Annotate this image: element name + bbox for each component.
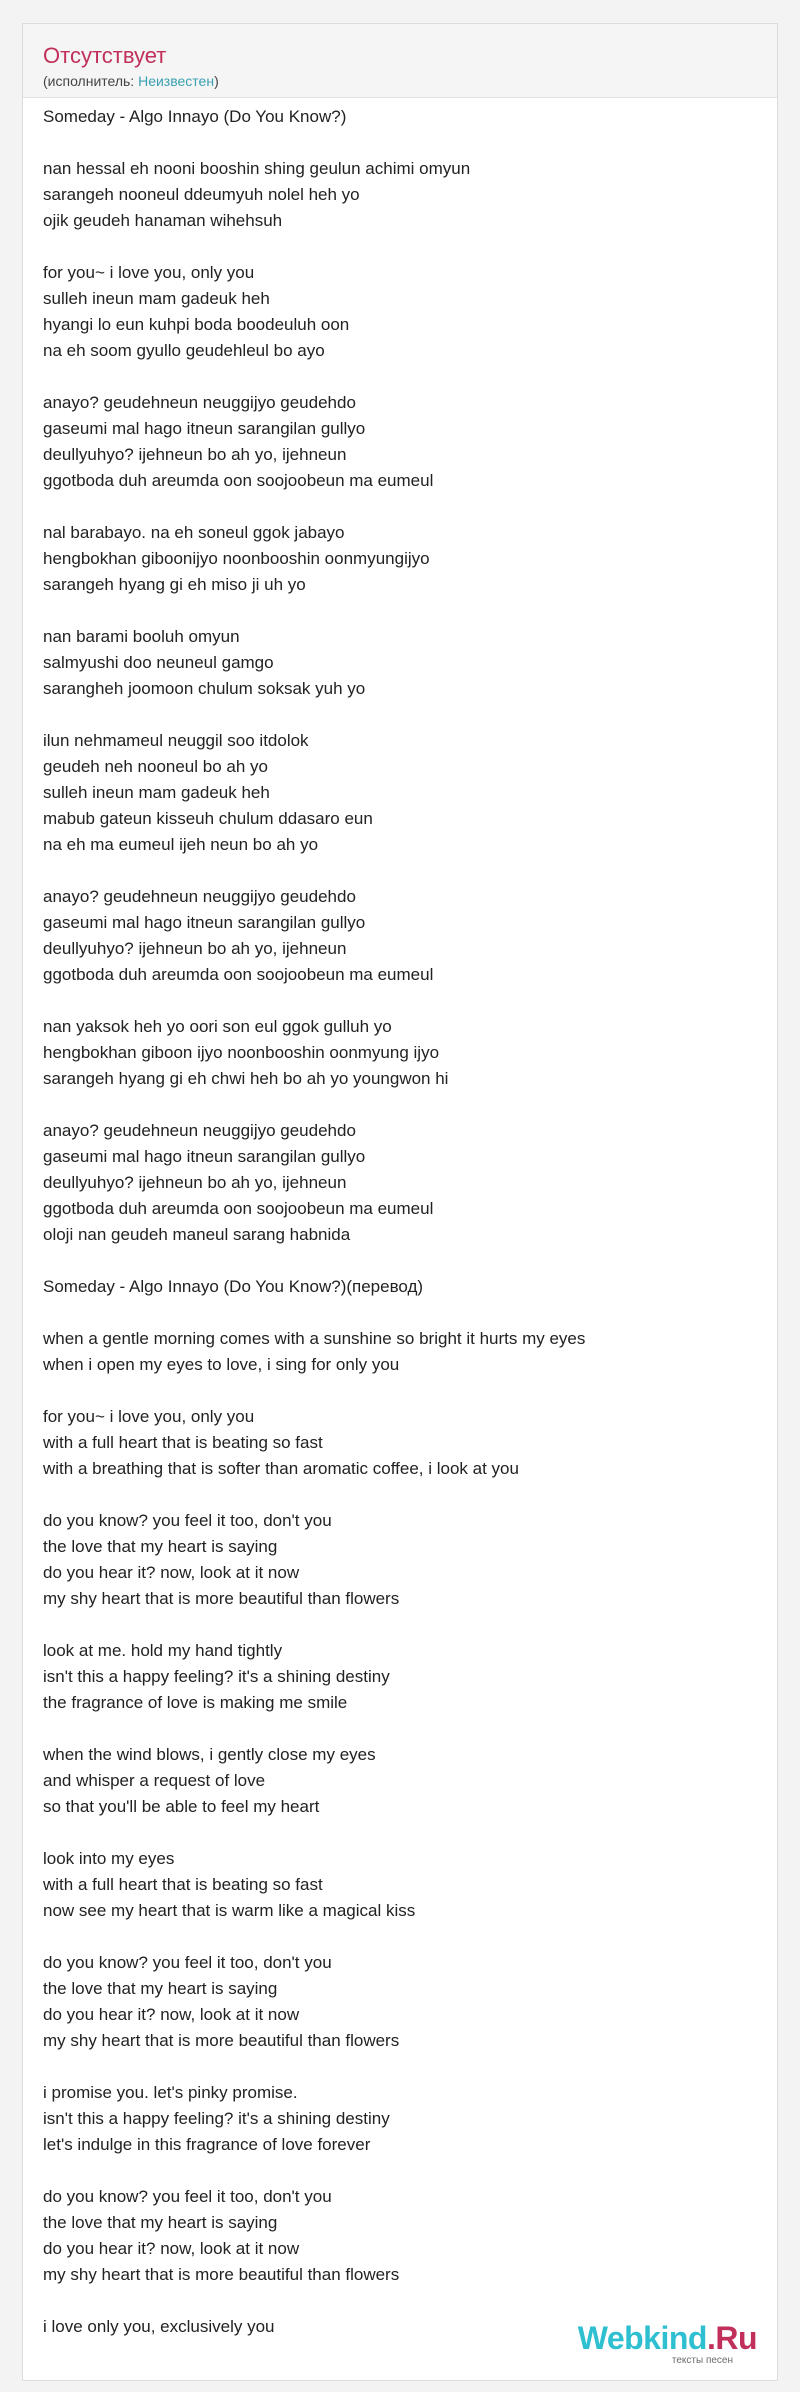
lyrics-line: isn't this a happy feeling? it's a shining destiny — [43, 2109, 390, 2128]
lyrics-blank-line — [43, 1820, 759, 1846]
lyrics-line: do you know? you feel it too, don't you — [43, 2187, 332, 2206]
artist-prefix: (исполнитель: — [43, 73, 139, 89]
lyrics-line: ojik geudeh hanaman wihehsuh — [43, 211, 283, 230]
lyrics-line: nan hessal eh nooni booshin shing geulun achimi omyun — [43, 159, 471, 178]
lyrics-line: do you know? you feel it too, don't you — [43, 1953, 332, 1972]
lyrics-line: my shy heart that is more beautiful than flowers — [43, 2265, 400, 2284]
lyrics-line: na eh soom gyullo geudehleul bo ayo — [43, 341, 325, 360]
lyrics-line: my shy heart that is more beautiful than flowers — [43, 1589, 400, 1608]
lyrics-blank-line — [43, 494, 759, 520]
lyrics-line: with a full heart that is beating so fast — [43, 1875, 323, 1894]
lyrics-line: when a gentle morning comes with a sunshine so bright it hurts my eyes — [43, 1329, 586, 1348]
lyrics-blank-line — [43, 2054, 759, 2080]
lyrics-line: do you know? you feel it too, don't you — [43, 1511, 332, 1530]
lyrics-blank-line — [43, 1482, 759, 1508]
lyrics-line: mabub gateun kisseuh chulum ddasaro eun — [43, 809, 373, 828]
lyrics-line: deullyuhyo? ijehneun bo ah yo, ijehneun — [43, 939, 347, 958]
logo-tagline: тексты песен — [671, 2355, 733, 2366]
lyrics-blank-line — [43, 2288, 759, 2314]
lyrics-blank-line — [43, 988, 759, 1014]
lyrics-line: Someday - Algo Innayo (Do You Know?) — [43, 107, 347, 126]
lyrics-line: do you hear it? now, look at it now — [43, 1563, 300, 1582]
lyrics-line: with a breathing that is softer than aromatic coffee, i look at you — [43, 1459, 519, 1478]
lyrics-line: gaseumi mal hago itneun sarangilan gullyo — [43, 1147, 366, 1166]
lyrics-line: the love that my heart is saying — [43, 1979, 278, 1998]
lyrics-blank-line — [43, 364, 759, 390]
lyrics-line: Someday - Algo Innayo (Do You Know?)(перевод) — [43, 1277, 424, 1296]
lyrics-line: hengbokhan giboon ijyo noonbooshin oonmyung ijyo — [43, 1043, 440, 1062]
lyrics-line: salmyushi doo neuneul gamgo — [43, 653, 274, 672]
lyrics-blank-line — [43, 1300, 759, 1326]
lyrics-card — [22, 23, 778, 2381]
lyrics-blank-line — [43, 1716, 759, 1742]
lyrics-line: look at me. hold my hand tightly — [43, 1641, 283, 1660]
lyrics-line: i love only you, exclusively you — [43, 2317, 275, 2336]
logo-suffix: .Ru — [706, 2320, 757, 2356]
song-title: Отсутствует — [43, 43, 167, 68]
lyrics-line: nan yaksok heh yo oori son eul ggok gulluh yo — [43, 1017, 392, 1036]
lyrics-line: my shy heart that is more beautiful than flowers — [43, 2031, 400, 2050]
lyrics-line: anayo? geudehneun neuggijyo geudehdo — [43, 1121, 356, 1140]
lyrics-blank-line — [43, 234, 759, 260]
lyrics-blank-line — [43, 1612, 759, 1638]
lyrics-line: and whisper a request of love — [43, 1771, 266, 1790]
artist-link[interactable]: Неизвестен — [138, 73, 215, 89]
logo-wordmark — [578, 2322, 757, 2354]
lyrics-line: do you hear it? now, look at it now — [43, 2239, 300, 2258]
lyrics-line: so that you'll be able to feel my heart — [43, 1797, 320, 1816]
lyrics-blank-line — [43, 858, 759, 884]
lyrics-blank-line — [43, 1378, 759, 1404]
lyrics-body — [43, 104, 759, 2340]
lyrics-line: let's indulge in this fragrance of love forever — [43, 2135, 371, 2154]
lyrics-line: deullyuhyo? ijehneun bo ah yo, ijehneun — [43, 1173, 347, 1192]
lyrics-line: look into my eyes — [43, 1849, 175, 1868]
lyrics-line: when i open my eyes to love, i sing for only you — [43, 1355, 400, 1374]
lyrics-line: gaseumi mal hago itneun sarangilan gullyo — [43, 913, 366, 932]
song-header — [23, 24, 777, 98]
lyrics-line: sarangheh joomoon chulum soksak yuh yo — [43, 679, 366, 698]
lyrics-blank-line — [43, 1248, 759, 1274]
lyrics-line: now see my heart that is warm like a magical kiss — [43, 1901, 416, 1920]
lyrics-line: sulleh ineun mam gadeuk heh — [43, 289, 270, 308]
lyrics-line: when the wind blows, i gently close my eyes — [43, 1745, 376, 1764]
logo-main-text: Webkind — [577, 2320, 707, 2356]
lyrics-line: geudeh neh nooneul bo ah yo — [43, 757, 268, 776]
lyrics-line: oloji nan geudeh maneul sarang habnida — [43, 1225, 351, 1244]
lyrics-line: i promise you. let's pinky promise. — [43, 2083, 298, 2102]
lyrics-line: the love that my heart is saying — [43, 1537, 278, 1556]
lyrics-line: sarangeh hyang gi eh chwi heh bo ah yo youngwon hi — [43, 1069, 449, 1088]
lyrics-line: sarangeh hyang gi eh miso ji uh yo — [43, 575, 306, 594]
lyrics-line: hengbokhan giboonijyo noonbooshin oonmyungijyo — [43, 549, 430, 568]
lyrics-line: ggotboda duh areumda oon soojoobeun ma eumeul — [43, 965, 434, 984]
lyrics-line: ilun nehmameul neuggil soo itdolok — [43, 731, 309, 750]
lyrics-line: sulleh ineun mam gadeuk heh — [43, 783, 270, 802]
lyrics-line: hyangi lo eun kuhpi boda boodeuluh oon — [43, 315, 350, 334]
lyrics-line: for you~ i love you, only you — [43, 263, 255, 282]
lyrics-line: nal barabayo. na eh soneul ggok jabayo — [43, 523, 345, 542]
lyrics-line: the fragrance of love is making me smile — [43, 1693, 348, 1712]
lyrics-blank-line — [43, 2158, 759, 2184]
lyrics-blank-line — [43, 1092, 759, 1118]
lyrics-line: do you hear it? now, look at it now — [43, 2005, 300, 2024]
lyrics-line: ggotboda duh areumda oon soojoobeun ma eumeul — [43, 471, 434, 490]
lyrics-blank-line — [43, 130, 759, 156]
lyrics-line: gaseumi mal hago itneun sarangilan gullyo — [43, 419, 366, 438]
lyrics-line: deullyuhyo? ijehneun bo ah yo, ijehneun — [43, 445, 347, 464]
lyrics-line: sarangeh nooneul ddeumyuh nolel heh yo — [43, 185, 360, 204]
lyrics-blank-line — [43, 598, 759, 624]
lyrics-line: with a full heart that is beating so fast — [43, 1433, 323, 1452]
lyrics-blank-line — [43, 702, 759, 728]
lyrics-line: for you~ i love you, only you — [43, 1407, 255, 1426]
lyrics-line: isn't this a happy feeling? it's a shining destiny — [43, 1667, 390, 1686]
lyrics-line: na eh ma eumeul ijeh neun bo ah yo — [43, 835, 319, 854]
lyrics-blank-line — [43, 1924, 759, 1950]
lyrics-line: anayo? geudehneun neuggijyo geudehdo — [43, 887, 356, 906]
lyrics-line: the love that my heart is saying — [43, 2213, 278, 2232]
lyrics-line: nan barami booluh omyun — [43, 627, 240, 646]
webkind-logo[interactable] — [578, 2322, 757, 2366]
lyrics-line: anayo? geudehneun neuggijyo geudehdo — [43, 393, 356, 412]
artist-line — [43, 74, 219, 88]
artist-suffix: ) — [214, 73, 219, 89]
lyrics-line: ggotboda duh areumda oon soojoobeun ma eumeul — [43, 1199, 434, 1218]
